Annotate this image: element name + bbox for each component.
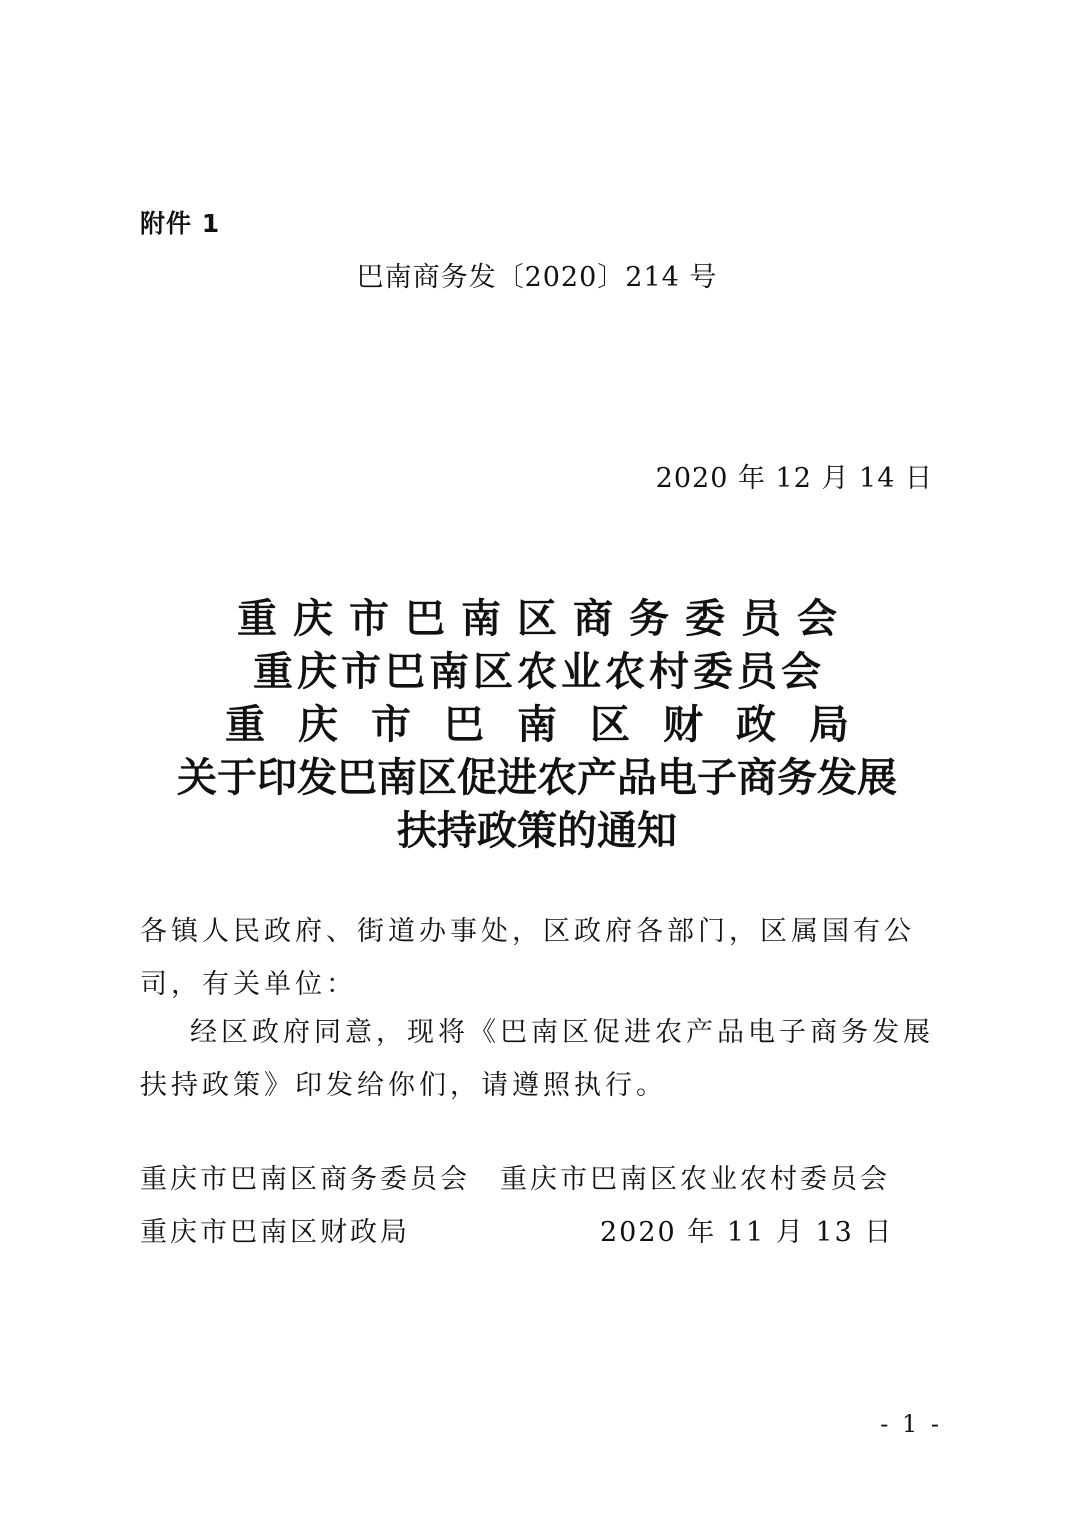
- issue-date: 2020 年 12 月 14 日: [655, 463, 933, 494]
- body-paragraph-text: 经区政府同意，现将《巴南区促进农产品电子商务发展扶持政策》印发给你们，请遵照执行。: [140, 1017, 934, 1101]
- signature-commerce-committee: 重庆市巴南区商务委员会: [140, 1164, 470, 1195]
- title-line-agriculture-committee: 重庆市巴南区农业农村委员会: [253, 648, 825, 695]
- title-line-subject-continued: 扶持政策的通知: [397, 807, 677, 854]
- page-number: - 1 -: [880, 1410, 942, 1438]
- signature-agriculture-committee: 重庆市巴南区农业农村委员会: [500, 1164, 890, 1195]
- title-line-subject: 关于印发巴南区促进农产品电子商务发展: [177, 754, 897, 801]
- title-line-commerce-committee: 重庆市巴南区商务委员会: [237, 595, 853, 642]
- document-title: [0, 592, 1074, 857]
- title-line-finance-bureau: 重庆市巴南区财政局: [225, 701, 882, 748]
- attachment-label: 附件 1: [140, 209, 221, 238]
- body-paragraph: [140, 1006, 940, 1112]
- signature-finance-bureau: 重庆市巴南区财政局: [140, 1217, 410, 1248]
- signed-date: 2020 年 11 月 13 日: [600, 1217, 894, 1248]
- document-number: 巴南商务发〔2020〕214 号: [356, 262, 718, 293]
- addressee: 各镇人民政府、街道办事处，区政府各部门，区属国有公司，有关单位：: [140, 916, 915, 1000]
